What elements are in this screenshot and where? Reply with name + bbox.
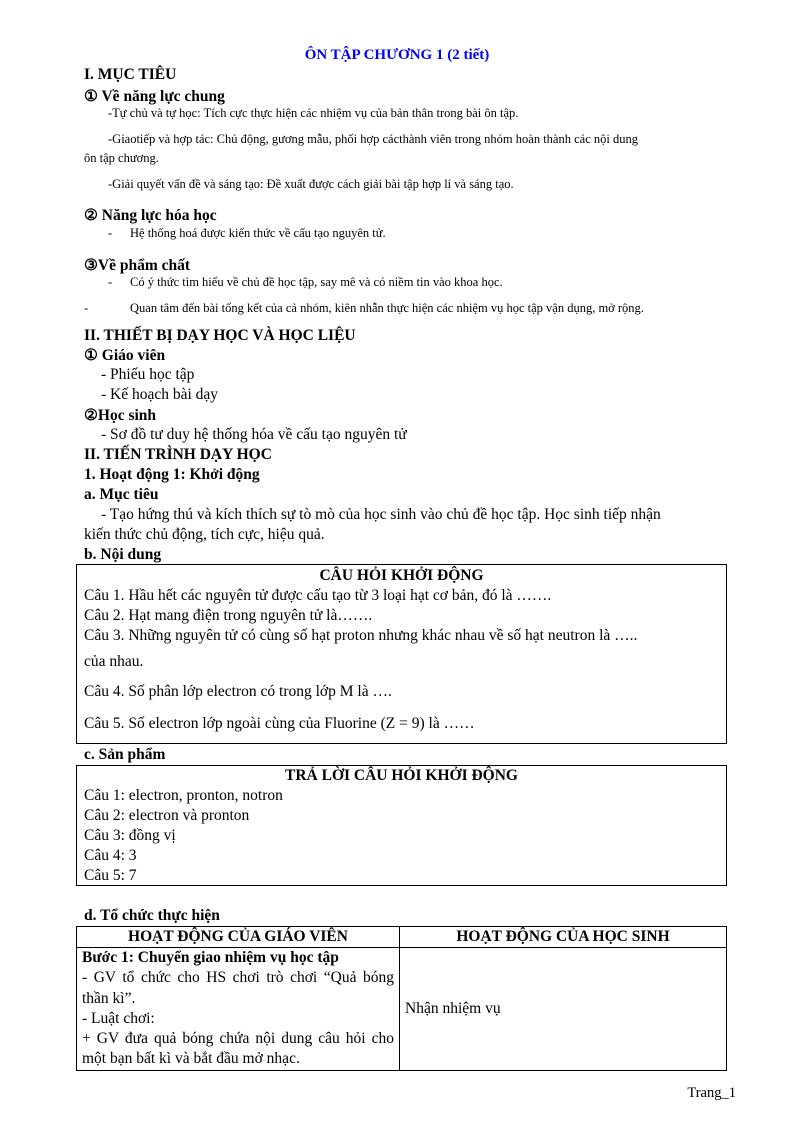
teacher-activity-cell [77,948,400,1071]
subheading-qualities: ③Về phẩm chất [84,257,191,274]
activity-heading: 1. Hoạt động 1: Khởi động [84,466,260,483]
answer-5: Câu 5: 7 [84,867,137,884]
table-row [77,948,727,1071]
bullet-dash: - [108,275,113,289]
answer-3: Câu 3: đồng vị [84,827,176,844]
answer-1: Câu 1: electron, pronton, notron [84,787,283,804]
objective-text-line2: kiến thức chủ động, tích cực, hiệu quả. [84,526,325,543]
questions-box [76,564,727,744]
section-heading-objectives: I. MỤC TIÊU [84,66,177,83]
heading-product-c: c. Sản phẩm [84,746,166,763]
bullet-dash: - [108,226,113,240]
teacher-line-game: - GV tổ chức cho HS chơi trò chơi “Quả bóng thần kì”. [82,969,394,1007]
bullet-dash: - [84,301,89,315]
student-activity-cell: Nhận nhiệm vụ [400,948,727,1071]
question-2: Câu 2. Hạt mang điện trong nguyên tử là……. [84,607,373,624]
teacher-line-rules: - Luật chơi: [82,1009,155,1027]
questions-box-title: CÂU HỎI KHỞI ĐỘNG [319,567,484,584]
answers-box [76,765,727,886]
objective-text-line1: - Tạo hứng thú và kích thích sự tò mò của học sinh vào chủ đề học tập. Học sinh tiếp nhận [101,506,661,523]
heading-organization-d: d. Tổ chức thực hiện [84,907,220,924]
section-heading-process: II. TIẾN TRÌNH DẠY HỌC [84,446,272,463]
subheading-teacher: ① Giáo viên [84,347,166,364]
section-heading-equipment: II. THIẾT BỊ DẠY HỌC VÀ HỌC LIỆU [84,327,356,344]
question-4: Câu 4. Số phân lớp electron có trong lớp M là …. [84,683,392,700]
item-worksheet: - Phiếu học tập [101,366,195,383]
teacher-line-ball: + GV đưa quả bóng chứa nội dung câu hỏi cho một bạn bất kì và bắt đầu mở nhạc. [82,1030,394,1068]
question-3-cont: của nhau. [84,653,144,670]
page-number: Trang_1 [687,1085,736,1101]
step-1-heading: Bước 1: Chuyển giao nhiệm vụ học tập [82,949,339,966]
question-1: Câu 1. Hầu hết các nguyên tử được cấu tạo từ 3 loại hạt cơ bản, đó là ……. [84,587,552,604]
text-cooperation: -Giaotiếp và hợp tác: Chủ động, gương mẫu, phối hợp cácthành viên trong nhóm hoàn thành các nội dung [108,132,638,146]
answers-box-title: TRẢ LỜI CÂU HỎI KHỞI ĐỘNG [285,767,518,784]
answer-2: Câu 2: electron và pronton [84,807,250,824]
subheading-general-competence: ① Về năng lực chung [84,88,225,105]
answer-4: Câu 4: 3 [84,847,137,864]
text-self-study: -Tự chủ và tự học: Tích cực thực hiện các nhiệm vụ của bản thân trong bài ôn tập. [108,106,519,120]
item-mindmap: - Sơ đồ tư duy hệ thống hóa về cấu tạo nguyên tử [101,426,407,443]
header-student-activity: HOẠT ĐỘNG CỦA HỌC SINH [400,927,727,948]
text-diligence: Quan tâm đến bài tổng kết của cả nhóm, kiên nhẫn thực hiện các nhiệm vụ học tập vận dụng, mở rộng. [130,301,644,315]
text-cooperation-cont: ôn tập chương. [84,151,159,165]
table-header-row [77,927,727,948]
activity-table [76,926,727,1071]
page-title: ÔN TẬP CHƯƠNG 1 (2 tiết) [304,47,490,63]
heading-objective-a: a. Mục tiêu [84,486,159,503]
question-3: Câu 3. Những nguyên tử có cùng số hạt proton nhưng khác nhau về số hạt neutron là ….. [84,627,638,644]
text-problem-solving: -Giải quyết vấn đề và sáng tạo: Đề xuất được cách giải bài tập hợp lí và sáng tạo. [108,177,514,191]
heading-content-b: b. Nội dung [84,546,162,563]
header-teacher-activity: HOẠT ĐỘNG CỦA GIÁO VIÊN [77,927,400,948]
text-systematize: Hệ thống hoá được kiến thức về cấu tạo nguyên tử. [130,226,386,240]
subheading-chemistry-competence: ② Năng lực hóa học [84,207,217,224]
item-lesson-plan: - Kế hoạch bài dạy [101,386,219,403]
subheading-student: ②Học sinh [84,407,157,424]
text-awareness: Có ý thức tìm hiểu về chủ đề học tập, say mê và có niềm tin vào khoa học. [130,275,503,289]
question-5: Câu 5. Số electron lớp ngoài cùng của Fluorine (Z = 9) là …… [84,715,475,732]
